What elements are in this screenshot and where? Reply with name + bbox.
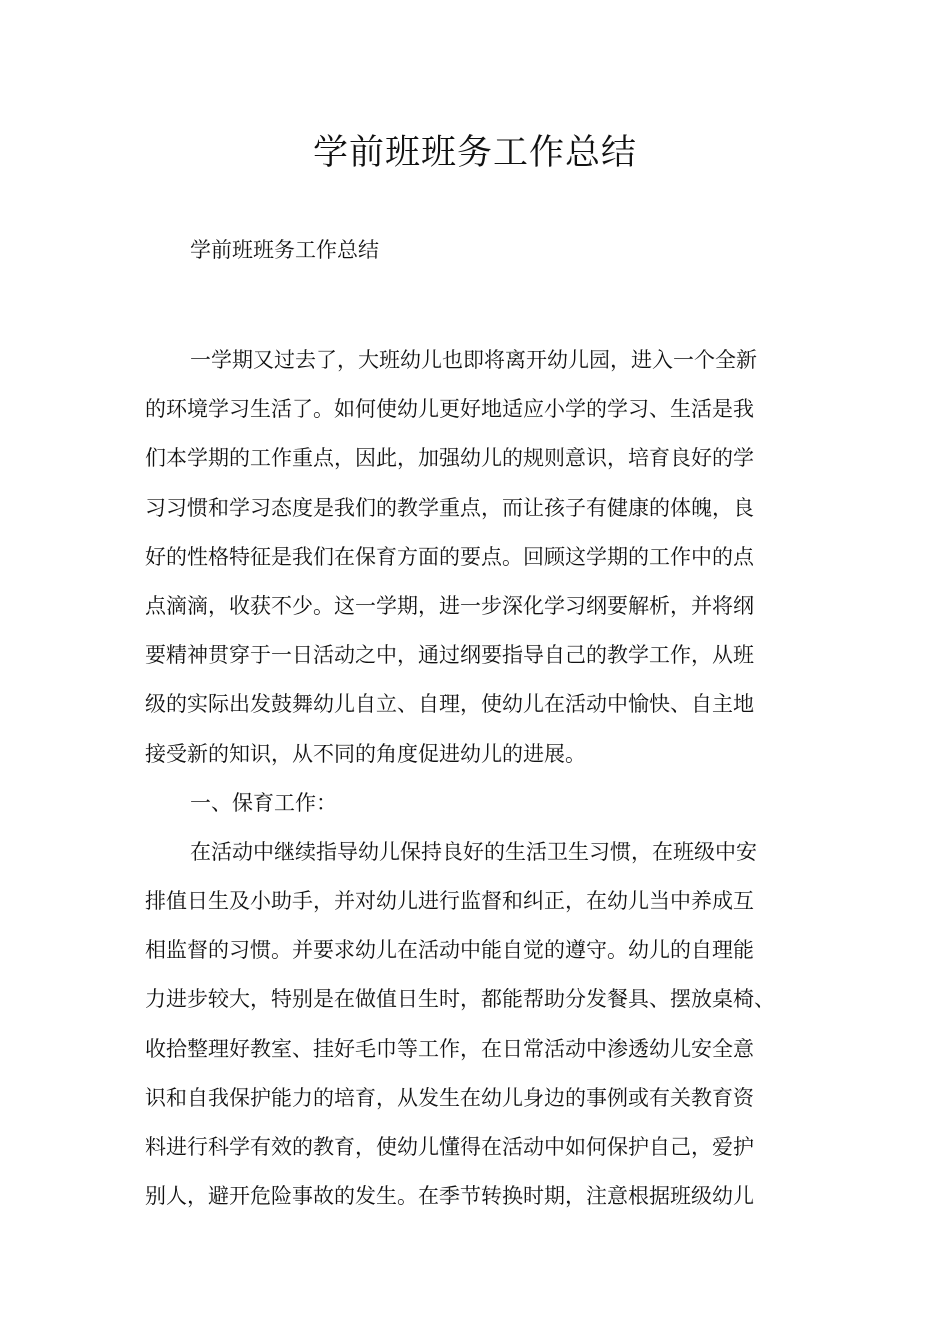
- body-line: 好的性格特征是我们在保育方面的要点。回顾这学期的工作中的点: [145, 544, 754, 569]
- body-line: 点滴滴，收获不少。这一学期，进一步深化学习纲要解析，并将纲: [145, 593, 754, 618]
- body-line: 别人，避开危险事故的发生。在季节转换时期，注意根据班级幼儿: [145, 1184, 754, 1209]
- body-line: 排值日生及小助手，并对幼儿进行监督和纠正，在幼儿当中养成互: [145, 889, 754, 914]
- body-line: 要精神贯穿于一日活动之中，通过纲要指导自己的教学工作，从班: [145, 643, 754, 668]
- body-line: 们本学期的工作重点，因此，加强幼儿的规则意识，培育良好的学: [145, 446, 754, 471]
- body-line: 的环境学习生活了。如何使幼儿更好地适应小学的学习、生活是我: [145, 397, 754, 422]
- document-subtitle: 学前班班务工作总结: [190, 238, 379, 262]
- body-line: 接受新的知识，从不同的角度促进幼儿的进展。: [145, 741, 586, 766]
- body-line: 识和自我保护能力的培育，从发生在幼儿身边的事例或有关教育资: [145, 1085, 754, 1110]
- body-line: 收拾整理好教室、挂好毛巾等工作，在日常活动中渗透幼儿安全意: [145, 1036, 754, 1061]
- body-line: 级的实际出发鼓舞幼儿自立、自理，使幼儿在活动中愉快、自主地: [145, 692, 754, 717]
- body-line: 相监督的习惯。并要求幼儿在活动中能自觉的遵守。幼儿的自理能: [145, 938, 754, 963]
- body-line: 料进行科学有效的教育，使幼儿懂得在活动中如何保护自己，爱护: [145, 1135, 754, 1159]
- section-heading: 一、保育工作：: [190, 790, 337, 815]
- body-line: 在活动中继续指导幼儿保持良好的生活卫生习惯，在班级中安: [190, 839, 757, 864]
- body-line: 习习惯和学习态度是我们的教学重点，而让孩子有健康的体魄，良: [145, 495, 754, 520]
- body-line: 力进步较大，特别是在做值日生时，都能帮助分发餐具、摆放桌椅、: [145, 987, 775, 1012]
- document-title: 学前班班务工作总结: [312, 133, 637, 173]
- document-body: [145, 336, 835, 1221]
- body-line: 一学期又过去了，大班幼儿也即将离开幼儿园，进入一个全新: [190, 348, 757, 372]
